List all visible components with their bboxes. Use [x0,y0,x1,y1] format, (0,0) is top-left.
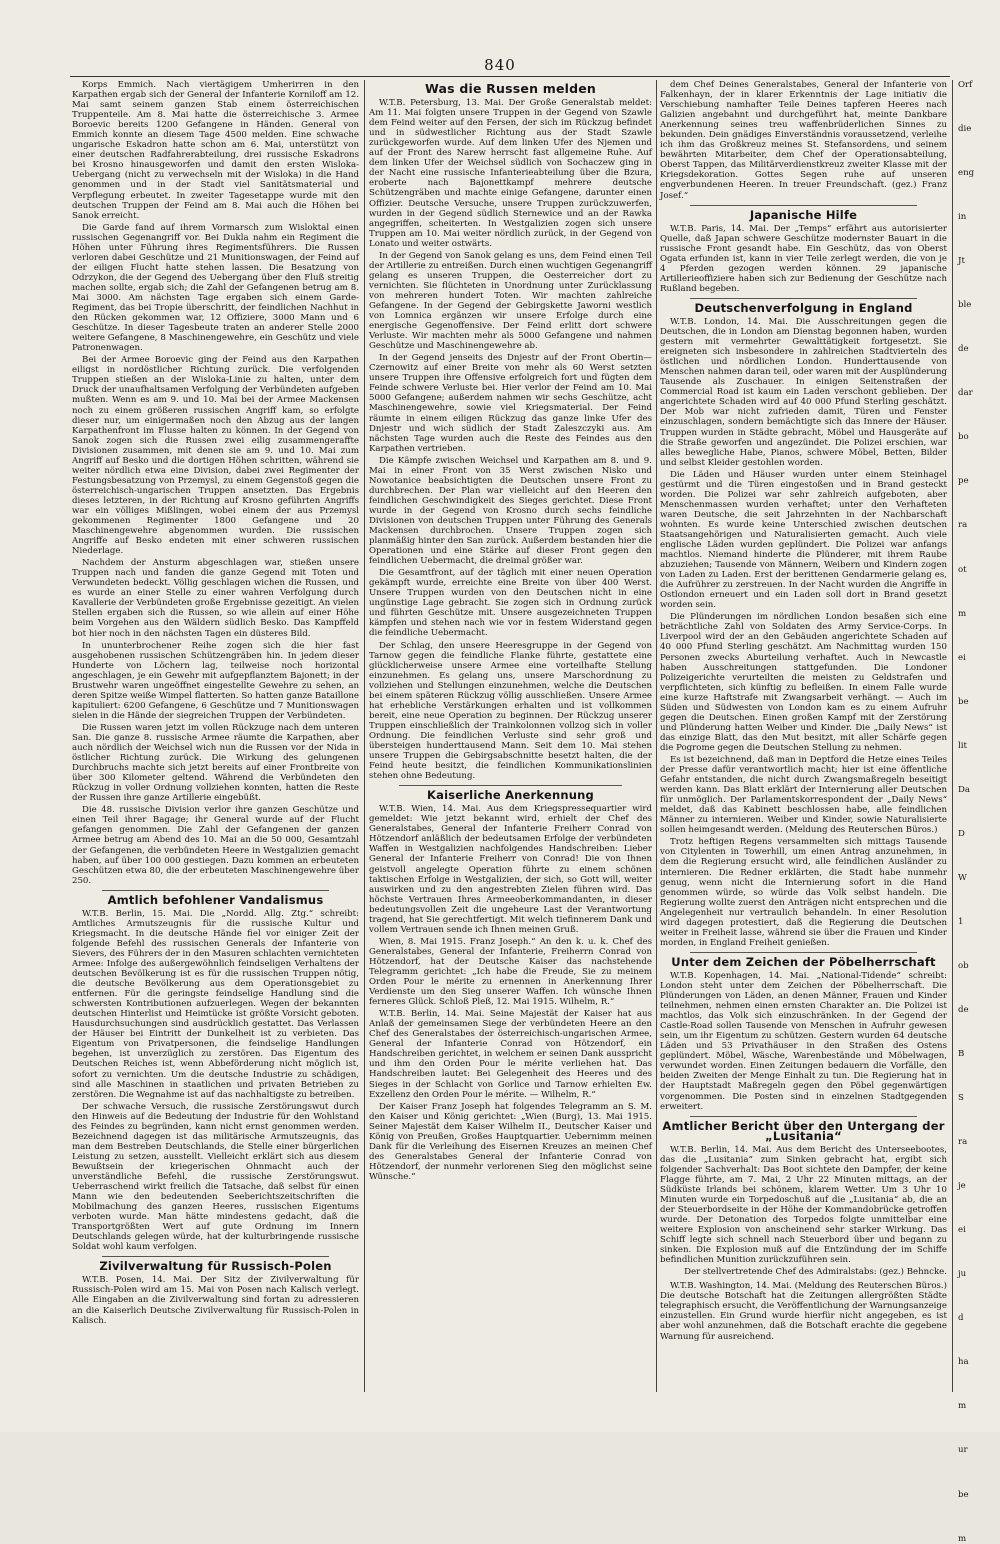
article-paragraph: W.T.B. Kopenhagen, 14. Mai. „National-Tidende“ schreibt: London steht unter dem Zeichen der Pöbelherrschaft. Die Plünderungen von Läden, an denen Männer, Frauen und Kinder teilnehmen, nehmen einen ernsten Charakter an. Die Polizei ist machtlos, das Volk sich einzuschränken. In der Gegend der Castle-Road sollen Tausende von Menschen in Aufruhr gewesen sein, um ihr Eigentum zu schützen. Gestern wurden 64 deutsche Läden und 53 Privathäuser in den Straßen des Ostens geplündert. Möbel, Wäsche, Warenbestände und Möbelwagen, verwundet worden. Einen Zeitungen bedauern die Vorfälle, den beiden Zweiten der Menge Einhalt zu tun. Die Regierung hat in der Hauptstadt Maßregeln gegen den Pöbel gegenwärtigen vorgenommen. Die Posten sind in einzelnen Stadtgegenden erweitert. [660,970,947,1112]
cropped-text-fragment: ra [958,1137,968,1148]
page-number: 840 [484,56,516,74]
cropped-text-fragment: S [958,1093,964,1104]
cropped-text-fragment: ob [958,960,969,971]
column-rule [364,80,365,1392]
cropped-text-fragment: pe [958,476,969,487]
cropped-text-fragment: Orf [958,80,973,90]
article-paragraph: In ununterbrochener Reihe zogen sich die hier fast ausgehobenen russischen Schützengräben hin. In jedem dieser Hunderte von Löchern lag, teilweise noch horizontal angeschlagen, je ein Gewehr mit aufgepflanztem Bajonett; in der Brustwehr waren ungeöffnet eingestellte Gewehre zu sehen, an deren Spitze weiße Wimpel flatterten. So hatten ganze Bataillone kapituliert: 6200 Gefangene, 6 Geschütze und 7 Munitionswagen sielen in die Hände der siegreichen Truppen der Verbündeten. [72,640,359,721]
article-paragraph: Die Plünderungen im nördlichen London besaßen sich eine beträchtliche Zahl von Soldaten des Army Service-Corps. In Liverpool wird der an den Gebäuden angerichtete Schaden auf 40 000 Pfund Sterling geschätzt. Am Nachmittag wurden 150 Personen zwecks Aburteilung verhaftet. Auch in Newcastle haben Ausschreitungen stattgefunden. Die Londoner Polizeigerichte verurteilten die meisten zu Geldstrafen und verpflichteten, sich künftig zu befleißen. In einem Falle wurde eine kurze Haftstrafe mit Zwangsarbeit verhängt. — Auch im Süden und Südwesten von London kam es zu einem Aufruhr gegen die Deutschen. Einen großen Kampf mit der Zerstörung und Plünderung hatten Weiber und Kinder. Die „Daily News“ ist das einzige Blatt, das den Mut besitzt, mit aller Schärfe gegen die Pogrome gegen die Deutschen Stellung zu nehmen. [660,612,947,753]
article-paragraph: W.T.B. Berlin, 15. Mai. Die „Nordd. Allg. Ztg.“ schreibt: Amtliches Armutszeugnis für die russische Kultur und Kriegsmacht. In die deutsche Hände fiel vor einiger Zeit der folgende Befehl des russischen Generals der Infanterie von Sievers, des Führers der in den Masuren schlachten vernichteten Armee: Infolge des außergewöhnlich feindseligen Verhaltens der deutschen Bevölkerung ist es für die russischen Truppen nötig, die deutsche Bevölkerung aus dem Operationsgebiet zu entfernen. Für die geringste feindselige Handlung sind die schwersten Kontributionen aufzuerlegen. Wegen der bekannten deutschen Hinterlist und Heimtücke ist größte Vorsicht geboten. Hausdurchsuchungen sind ausdrücklich gestattet. Das Verlassen der Häuser bei Eintritt der Dunkelheit ist zu verbieten. Das Eigentum von Privatpersonen, die feindselige Handlungen begehen, ist unverzüglich zu zerstören. Das Eigentum des Deutschen Reiches ist, wenn Abbeförderung nicht möglich ist, sofort zu vernichten. Um die deutsche Industrie zu schädigen, sind alle Maschinen in staatlichen und privaten Betrieben zu zerstören. Die Wegnahme ist auf das nachhaltigste zu betreiben. [72,908,359,1100]
cropped-text-fragment: m [958,1401,967,1412]
cropped-text-fragment: ble [958,300,972,311]
article-divider [690,205,917,206]
cropped-text-fragment: ra [958,520,968,531]
cropped-text-fragment: ei [958,1225,966,1236]
article-paragraph: W.T.B. Petersburg, 13. Mai. Der Große Generalstab meldet: Am 11. Mai folgten unsere Truppen in der Gegend von Szawle dem Feind weiter auf den Fersen, der sich im Rückzug befindet und in südwestlicher Richtung aus der Stadt Szawle zurückgeworfen wurde. Auf dem linken Ufer des Njemen und auf der Front des Narew herrscht fast allgemeine Ruhe. Auf dem linken Ufer der Weichsel südlich von Sochaczew ging in der Nacht eine russische Infanterieabteilung über die Bzura, eroberte nach Bajonettkampf mehrere deutsche Schützengräben und machte einige Gefangene, darunter einen Offizier. Deutsche Versuche, unsere Truppen zurückzuwerfen, wurden in der Gegend südlich Sternewice und an der Rawka angegriffen, scheiterten. In Westgalizien zogen sich unsere Truppen am 10. Mai weiter nördlich zurück, in der Gegend von Lonato und weiter ostwärts. [369,98,652,249]
headline-kaiserliche-anerkennung: Kaiserliche Anerkennung [427,788,594,803]
article-paragraph: In der Gegend jenseits des Dnjestr auf der Front Obertin—Czernowitz auf einer Breite von mehr als 60 Werst setzten unsere Truppen ihre Offensive erfolgreich fort und fügten dem Feinde schwere Verluste bei. Hier verlor der Feind am 10. Mai 5000 Gefangene; außerdem nahmen wir sechs Geschütze, acht Maschinengewehre, sowie viel Kriegsmaterial. Der Feind räumte in einem eiligen Rückzug das ganze linke Ufer des Dnjestr und wich südlich der Stadt Zaleszczyki aus. Am nächsten Tage wurden auch die Reste des Feindes aus den Karpathen vertrieben. [369,353,652,454]
cropped-text-fragment: je [958,1181,966,1192]
headline-lusitania: Amtlicher Bericht über den Untergang der „Lusitania“ [662,1118,945,1143]
cropped-text-fragment: eng [958,168,975,179]
article-paragraph: Es ist bezeichnend, daß man in Deptford die Hetze eines Teiles der Presse dafür verantwortlich macht; hier ist eine öffentliche Gefahr entstanden, die nicht durch Zwangsmaßregeln beseitigt werden kann. Das Blatt erklärt der Internierung aller Deutschen für unmöglich. Der Parlamentskorrespondent der „Daily News“ meldet, daß das Kabinett beschlossen habe, alle feindlichen Männer zu internieren. Weiber und Kinder, sowie Naturalisierte sollen heimgesandt werden. (Meldung des Reuterschen Büros.) [660,755,947,836]
article-paragraph: W.T.B. Washington, 14. Mai. (Meldung des Reuterschen Büros.) Die deutsche Botschaft hat die Zeitungen allergrößten Städte telegraphisch ersucht, die Veröffentlichung der Warnungsanzeige einzustellen. Ein Grund wurde hierfür nicht angegeben, es ist aber wohl anzunehmen, daß die Botschaft erachte die gegebene Warnung für ausreichend. [660,1281,947,1342]
article-paragraph: Die 48. russische Division verlor ihre ganzen Geschütze und einen Teil ihrer Bagage; ihr General wurde auf der Flucht gefangen genommen. Die Zahl der Gefangenen der ganzen Armee betrug am Abend des 10. Mai an die 50 000, Gesamtzahl der Gefangenen, die verbündeten Heere in Westgalizien gemacht haben, auf über 100 000 gestiegen. Dazu kommen an erbeuteten Geschützen etwa 80, die der erbeuteten Maschinengewehre über 250. [72,805,359,886]
article-paragraph: dem Chef Deines Generalstabes, General der Infanterie von Falkenhayn, der in klarer Erkenntnis der Lage initiativ die Verschiebung namhafter Teile Deines tapferen Heeres nach Galizien angebahnt und durchgeführt hat, meinte Dankbare Anerkennung seines treu waffenbrüderlichen Sinnes zu bekunden. Dein gnädiges Einverständnis voraussetzend, verleihe ich ihm das Großkreuz meines St. Stefansordens, und seinem bewährten Mitarbeiter, dem Chef der Operationsabteilung, Oberst Tappen, das Militärverdienstkreuz zweiter Klasse mit der Kriegsdekoration. Gottes Segen ruhe auf unseren engverbundenen Heeren. In treuer Freundschaft. (gez.) Franz Josef.“ [660,80,947,201]
article-paragraph: W.T.B. Wien, 14. Mai. Aus dem Kriegspressequartier wird gemeldet: Wie jetzt bekannt wird, erhielt der Chef des Generalstabes, General der Infanterie Freiherr Conrad von Hötzendorf anläßlich der bedeutsamen Erfolge der verbündeten Waffen in Westgalizien nachfolgendes Handschreiben: Lieber General der Infanterie Freiherr von Conrad! Die von Ihnen geistvoll angelegte Operation führte zu einem schönen taktischen Erfolge in Westgalizien, der sich, so Gott will, weiter auswirken und zu den angestrebten Zielen führen wird. Das höchste Vertrauen Ihres Armeeoberkommandanten, in dieser bedeutungsvollen Zeit die ungeheure Last der Verantwortung tragend, hat Sie gerechtfertigt. Mit welch tiefinnerem Dank und vollem Vertrauen sende ich Ihnen meinen Gruß. [369,804,652,935]
article-paragraph: Die Gesamtfront, auf der täglich mit einer neuen Operation gekämpft wurde, erreichte eine Breite von über 400 Werst. Unsere Truppen wurden von den Deutschen nicht in eine ungünstige Lage gebracht. Sie zogen sich in Ordnung zurück und führten Geschütze mit. Unsere ausgezeichneten Truppen kämpfen und stehen nach wie vor in festem Widerstand gegen die feindliche Uebermacht. [369,568,652,639]
cropped-text-fragment: ju [958,1269,967,1280]
article-divider [690,298,917,299]
headline-poebelherrschaft: Unter dem Zeichen der Pöbelherrschaft [671,954,936,969]
cropped-text-fragment: ha [958,1357,969,1368]
article-divider [399,785,622,786]
cropped-text-fragment: m [958,1533,967,1544]
article-paragraph: Bei der Armee Boroevic ging der Feind aus den Karpathen eiligst in nordöstlicher Richtung zurück. Die verfolgenden Truppen stießen an der Wisloka-Linie zu halten, unter dem Druck der unaufhaltsamen Verfolgung der Verbündeten aufgeben mußten. Wenn es am 9. und 10. Mai bei der Armee Mackensen noch zu einem größeren russischen Angriff kam, so erfolgte dieser nur, um einigermaßen noch den Abzug aus der langen Karpathenfront im Flusse halten zu können. In der Gegend von Sanok zogen sich die Russen zwei eilig zusammengeraffte Divisionen zusammen, mit denen sie am 9. und 10. Mai zum Angriff auf Besko und die dortigen Höhen schritten, während sie weiter nördlich etwa eine Division, dabei zwei Regimenter der Festungsbesatzung von Przemysl, zu einem Gegenstoß gegen die österreichisch-ungarischen Truppen ansetzten. Das Ergebnis dieses letzteren, in der Richtung auf Krosno geführten Angriffs war ein völliges Mißlingen, wobei einem der aus Przemysl gekommenen Regimenter 1800 Gefangene und 20 Maschinengewehre abgenommen wurden. Die russischen Angriffe auf Besko endeten mit einer schweren russischen Niederlage. [72,355,359,557]
top-rule [70,76,950,77]
article-paragraph: Der Schlag, den unsere Heeresgruppe in der Gegend von Tarnow gegen die feindliche Flanke führte, gestattete eine glücklicherweise unsere Armee eine vorteilhafte Stellung einzunehmen. Es gelang uns, unsere Marschordnung zu vollziehen und Stellungen einzunehmen, welche die Deutschen bei einem späteren Rückzug völlig ausschließen. Unsere Armee hat erhebliche Verstärkungen erhalten und ist vollkommen bereit, eine neue Operation zu beginnen. Der Rückzug unserer Truppen einschließlich der Trainkolonnen vollzog sich in voller Ordnung. Die feindlichen Verluste sind sehr groß und übersteigen hunderttausend Mann. Seit dem 10. Mai stehen unsere Truppen die Gebirgsabschnitte besetzt halten, die der Feind heute besitzt, die feindlichen Kommunikationslinien stehen ohne Bedeutung. [369,640,652,782]
article-divider [102,890,329,891]
article-paragraph: W.T.B. London, 14. Mai. Die Ausschreitungen gegen die Deutschen, die in London am Dienstag begonnen haben, wurden gestern mit vermehrter Gewalttätigkeit fortgesetzt. Sie ereigneten sich insbesondere in zahlreichen Stadtvierteln des östlichen und nördlichen London. Hunderttausende von Menschen nahmen daran teil, oder waren mit der Ausplünderung Tausende als Zuschauer. In einigen Seitenstraßen der Commercial Road ist kaum ein Laden verschont geblieben. Der angerichtete Schaden wird auf 40 000 Pfund Sterling geschätzt. Der Mob war nicht zufrieden damit, Türen und Fenster einzuschlagen, sondern bemächtigte sich das Innere der Häuser. Truppen wurden in Städte gebracht, Möbel und Hausgeräte auf die Straße geworfen und angezündet. Die Polizei erschien, war alles bewegliche Habe, Pianos, schwere Möbel, Betten, Bilder und selbst Kleider gestohlen worden. [660,316,947,468]
cropped-text-fragment: de [958,1004,969,1015]
column-rule [952,80,953,1392]
article-paragraph: Wien, 8. Mai 1915. Franz Joseph.“ An den k. u. k. Chef des Generalstabes, General der Infanterie, Freiherrn Conrad von Hötzendorf, hat der Deutsche Kaiser das nachstehende Telegramm gerichtet: „Ich habe die Freude, Sie zu meinem Orden Pour le mérite zu ernennen in Anerkennung Ihrer Verdienste um den Sieg unserer Waffen. Ich wünsche Ihnen ferneres Glück. Schloß Pleß, 12. Mai 1915. Wilhelm, R.“ [369,936,652,1008]
cropped-text-fragment: m [958,608,967,619]
article-paragraph: Die Läden und Häuser wurden unter einem Steinhagel gestürmt und die Türen eingestoßen und in Brand gesteckt worden. Die Polizei war sehr zahlreich aufgeboten, aber Menschenmassen wurden verhaftet; unter den Verhafteten waren Deutsche, die seit Jahrzehnten in der Nachbarschaft wohnten. Es wurde keine Unterschied zwischen deutschen Staatsangehörigen und Naturalisierten gemacht. Auch viele englische Läden wurden geplündert. Die Polizei war anfangs machtlos. Niemand hinderte die Plünderer, mit ihrem Raube abzuziehen; Tausende von Männern, Weibern und Kindern zogen von Laden zu Laden. Erst der berittenen Gendarmerie gelang es, die Aufrührer zu zerstreuen. In der Nacht wurden die Angriffe in Ostlondon erneuert und ein Laden soll dort in Brand gesetzt worden sein. [660,469,947,611]
column-2 [369,80,652,1392]
headline-japanische-hilfe: Japanische Hilfe [749,207,858,222]
cropped-text-fragment: lit [958,740,967,751]
signature: Der stellvertretende Chef des Admiralstabs: (gez.) Behncke. [684,1267,947,1278]
article-paragraph: W.T.B. Paris, 14. Mai. Der „Temps“ erfährt aus autorisierter Quelle, daß Japan schwere Geschütze modernster Bauart in die russische Front gesandt habe. Ein Geschütz, das von Oberst Ogata erfunden ist, kann in vier Teile zerlegt werden, die von je 4 Pferden gezogen werden können. 29 japanische Artillerieoffiziere haben sich zur Bedienung der Geschütze nach Rußland begeben. [660,223,947,294]
article-divider [690,952,917,953]
cropped-text-fragment: dar [958,388,973,399]
cropped-text-fragment: ur [958,1445,968,1456]
article-paragraph: W.T.B. Posen, 14. Mai. Der Sitz der Zivilverwaltung für Russisch-Polen wird am 15. Mai von Posen nach Kalisch verlegt. Alle Eingaben an die Zivilverwaltung sind fortan zu adressieren an die Kaiserlich Deutsche Zivilverwaltung für Russisch-Polen in Kalisch. [72,1275,359,1326]
headline-deutschenverfolgung: Deutschenverfolgung in England [694,300,913,315]
column-3 [660,80,947,1392]
cropped-text-fragment: ei [958,652,966,663]
cropped-text-fragment: W [958,872,967,883]
article-paragraph: Korps Emmich. Nach viertägigem Umherirren in den Karpathen ergab sich der General der Infanterie Korniloff am 12. Mai samt seinem ganzen Stab einem österreichischen Truppenteile. Am 8. Mai hatte die österreichische 3. Armee Boroevic bereits 1200 Gefangene in Händen. General von Emmich konnte an diesem Tage 4500 melden. Eine schwache ungarische Eskadron hatte schon am 6. Mai, unterstützt von einer deutschen Radfahrerabteilung, drei russische Eskadrons bei Krosno hinausgeworfen und damit den ersten Wisloka-Uebergang (nicht zu verwechseln mit der Wisloka) in die Hand genommen und in der Stadt viel Sanitätsmaterial und Verpflegung erbeutet. In zweiter Tagesetappe wurde mit den deutschen Truppen der Feind am 8. Mai auch die Höhen bei Sanok erreicht. [72,80,359,221]
article-paragraph: Der Kaiser Franz Joseph hat folgendes Telegramm an S. M. den Kaiser und König gerichtet: „Wien (Burg), 13. Mai 1915. Seiner Majestät dem Kaiser Wilhelm II., Deutscher Kaiser und König von Preußen, Großes Hauptquartier. Uebernimm meinen Dank für die Verleihung des Eisernen Kreuzes an meinen Chef des Generalstabes General der Infanterie Conrad von Hötzendorf, der nunmehr verlorenen Sieg den möglichst seine Wünsche.“ [369,1101,652,1182]
cropped-text-fragment: in [958,212,967,223]
column-1 [72,80,359,1392]
cropped-text-fragment: be [958,696,969,707]
article-paragraph: In der Gegend von Sanok gelang es uns, dem Feind einen Teil der Artillerie zu entreißen. Durch einen wuchtigen Gegenangriff gelang es unseren Truppen, die Oesterreicher dort zu vernichten. Sie flüchteten in Unordnung unter Zurücklassung von mehreren hundert Toten. Wir machten zahlreiche Gefangene. In der Gegend der Gebirgskette Jaworni westlich von Lomnica ergänzen wir unsere Erfolge durch eine energische Gegenoffensive. Der Feind erlitt dort schwere Verluste. Wir machten mehr als 5000 Gefangene und nahmen Geschütze und Maschinengewehre ab. [369,250,652,352]
article-paragraph: Die Garde fand auf ihrem Vormarsch zum Wisloktal einen russischen Gegenangriff vor. Bei Dukla nahm ein Regiment die Höhen unter Führung ihres Regimentsführers. Die Russen verloren dabei Geschütze und 21 Munitionswagen, der Feind auf der eiligen Flucht hatte stehen lassen. Die Besatzung von Odrzykon, die der Gegend des Uebergang über den Fluß streitig machen sollte, ergab sich; die Zahl der Gefangenen betrug am 8. Mai 3000. Am nächsten Tage ergaben sich einem Garde-Regiment, das bei Tropie überschritt, der feindlichen Nachhut in den Rücken gekommen war, 12 Offiziere, 3000 Mann und 6 Geschütze. In dieser Tagesbeute traten an anderer Stelle 2000 weitere Gefangene, 8 Maschinengewehre, ein Geschütz und viele Patronenwagen. [72,222,359,354]
article-divider [690,1116,917,1117]
article-paragraph: Die Russen waren jetzt im vollen Rückzuge nach dem unteren San. Die ganze 8. russische Armee räumte die Karpathen, aber auch nördlich der Weichsel wich nun die Russen vor der Nida in östlicher Richtung zurück. Die Wirkung des gelungenen Durchbruchs machte sich jetzt bereits auf einer Frontbreite von über 300 Kilometer geltend. Während die Verbündeten den Rückzug in voller Ordnung vollziehen konnten, hatten die Reste der Russen ihre ganze Artillerie eingebüßt. [72,722,359,804]
cropped-text-fragment: 1 [958,916,964,927]
cropped-text-fragment: B [958,1049,965,1060]
article-divider [102,1256,329,1257]
article-paragraph: Trotz heftigen Regens versammelten sich mittags Tausende von Citylenten in Towerhill, um einen Antrag anzunehmen, in dem die Regierung ersucht wird, alle feindlichen Ausländer zu internieren. Die Redner erklärten, die Stadt habe nunmehr genug, wenn nicht die Internierung sofort in die Hand genommen würde, so würde das Volk selbst handeln. Die Regierung wollte zuerst den Anträgen nicht entsprechen und die Angelegenheit nur vertraulich behandeln. In einer Resolution wird dagegen protestiert, daß die Regierung die Deutschen weiter in Freiheit lasse, während sie über die Frauen und Kinder morden, in England Freiheit genießen. [660,837,947,948]
cropped-text-fragment: D [958,828,965,839]
headline-vandalismus: Amtlich befohlener Vandalismus [107,892,324,907]
article-paragraph: Nachdem der Ansturm abgeschlagen war, stießen unsere Truppen nach und fanden die ganze Gegend mit Toten und Verwundeten bedeckt. Völlig geschlagen wichen die Russen, und es wurde an einer Stelle zu einer wahren Verfolgung durch Kavallerie der Verbündeten große Ergebnisse gezeitigt. An vielen Stellen ergaben sich die Russen, so wie allein auf einer Höhe beim Vorgehen aus den Wäldern südlich Besko. Das Kampffeld bot hier noch in den nächsten Tagen ein düsteres Bild. [72,558,359,639]
cropped-text-fragment: bo [958,432,969,443]
cropped-text-fragment: ot [958,564,967,575]
cropped-text-fragment: Da [958,784,971,795]
article-paragraph: Die Kämpfe zwischen Weichsel und Karpathen am 8. und 9. Mai in einer Front von 35 Werst zwischen Nisko und Nowotanice beabsichtigten die Deutschen unsere Front zu durchbrechen. Der Plan war vielleicht auf den Heeren den feindlichen Geschwindigkeit des Sieges gerichtet. Diese Front wurde in der Gegend von Krosno durch sechs feindliche Divisionen von deutschen Truppen unter Führung des Generals Mackensen durchbrochen. Unsere Truppen zogen sich planmäßig hinter den San zurück. Außerdem bestanden hier die Operationen und eine Stärke auf dieser Front gegen den feindlichen Uebermacht, die dreimal größer war. [369,455,652,567]
cropped-text-fragment: de [958,344,969,355]
article-paragraph: W.T.B. Berlin, 14. Mai. Aus dem Bericht des Unterseebootes, das die „Lusitania“ zum Sinken gebracht hat, ergibt sich folgender Sachverhalt: Das Boot sichtete den Dampfer, der keine Flagge führte, am 7. Mai, 2 Uhr 22 Minuten mittags, an der Südküste Irlands bei schönem, klarem Wetter. Um 3 Uhr 10 Minuten wurde ein Torpedoschuß auf die „Lusitania“ ab, die an der Steuerbordseite in der Höhe der Kommandobrücke getroffen wurde. Der Detonation des Torpedos folgte unmittelbar eine weitere Explosion von anscheinend sehr starker Wirkung. Das Schiff legte sich schnell nach Steuerbord über und begann zu sinken. Die Explosion muß auf die Entzündung der im Schiffe befindlichen Munition zurückzuführen sein. [660,1144,947,1266]
column-rule [656,80,657,1392]
headline-zivilverwaltung: Zivilverwaltung für Russisch-Polen [99,1259,332,1274]
cropped-text-fragment: Jt [958,256,965,267]
cropped-text-fragment: die [958,124,972,135]
article-paragraph: W.T.B. Berlin, 14. Mai. Seine Majestät der Kaiser hat aus Anlaß der gemeinsamen Siege der verbündeten Heere an den Chef des Generalstabes der österreichisch-ungarischen Armee, General der Infanterie Conrad von Hötzendorf, ein Handschreiben gerichtet, in welchem er seinen Dank ausspricht und ihm den Orden Pour le mérite verliehen hat. Das Handschreiben lautet: Bei Gelegenheit des Heeres und des Sieges in der Schlacht von Gorlice und Tarnow erhielten Ew. Exzellenz den Orden Pour le mérite. — Wilhelm, R.“ [369,1009,652,1100]
cropped-text-fragment: be [958,1489,969,1500]
cropped-text-fragment: d [958,1313,964,1324]
headline-russen-melden: Was die Russen melden [424,81,597,96]
article-paragraph: Der schwache Versuch, die russische Zerstörungswut durch den Hinweis auf die Bedeutung der Industrie für den Wohlstand des Feindes zu begründen, kann nicht ernst genommen werden. Bezeichnend dagegen ist das militärische Armutszeugnis, das man dem Bestreben Deutschlands, die Stelle einer bürgerlichen Leistung zu setzen, ausstellt. Vielleicht erklärt sich aus diesem Bewußtsein der kriegerischen Ohnmacht auch der unverständliche Befehl, die russische Zerstörungswut. Ueberraschend wirkt freilich die Tatsache, daß selbst für einen Mann wie den bedeutenden Seeberichtszeitschriften die Mobilmachung des ganzen Heeres, russischen Eigentums verboten wurde. Man hätte mindestens gedacht, daß die Transportgrößten Wert auf gute Ordnung im Innern Deutschlands gelegen würde, hat der kulturbringende russische Soldat wohl kaum verfolgen. [72,1101,359,1253]
column-4-cropped [958,80,1000,1544]
